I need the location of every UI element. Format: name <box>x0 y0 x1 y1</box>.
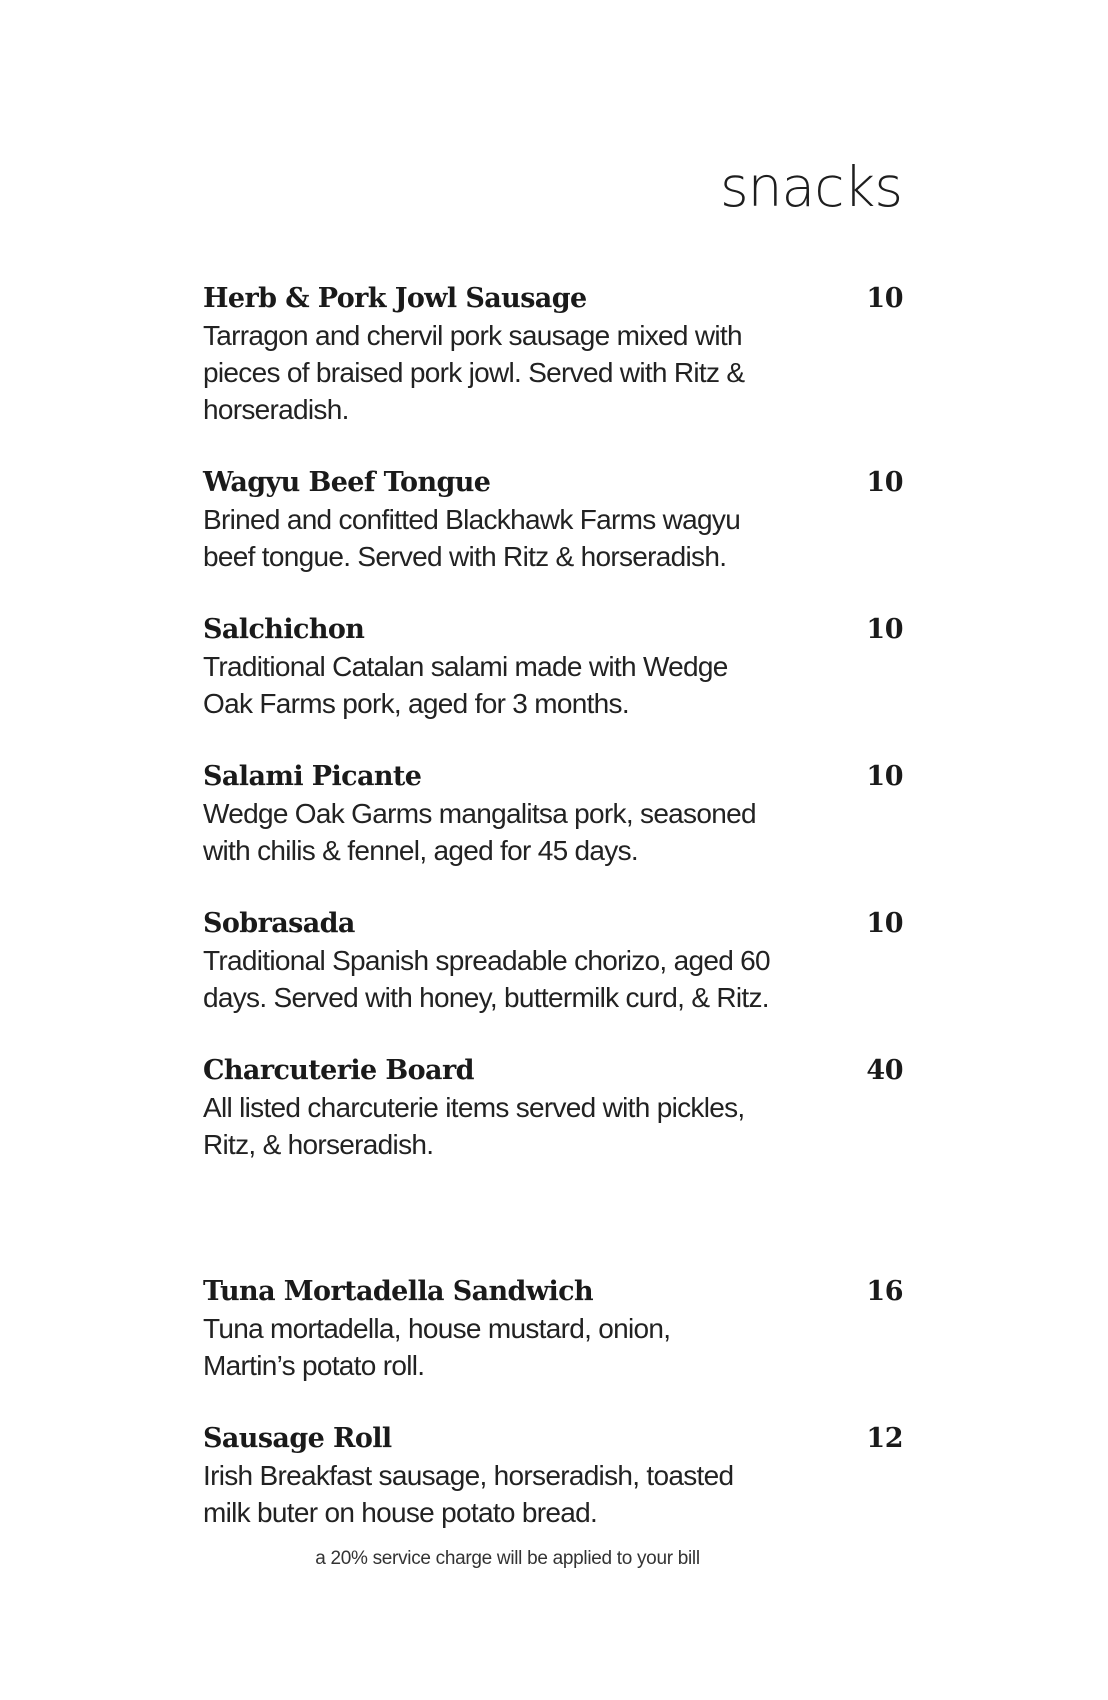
menu-item-name: Herb & Pork Jowl Sausage <box>203 283 587 314</box>
menu-item-price: 10 <box>866 467 903 498</box>
menu-item-sausage-roll <box>203 1420 903 1531</box>
menu-item-description: Traditional Catalan salami made with Wedge Oak Farms pork, aged for 3 months. <box>203 651 728 719</box>
menu-item-herb-pork-jowl-sausage <box>203 280 903 428</box>
menu-item-sobrasada <box>203 905 903 1016</box>
menu-item-header <box>203 611 903 648</box>
service-charge-note: a 20% service charge will be applied to your bill <box>315 1548 700 1569</box>
menu-item-header <box>203 758 903 795</box>
menu-item-description: Wedge Oak Garms mangalitsa pork, seasoned with chilis & fennel, aged for 45 days. <box>203 798 756 866</box>
menu-item-wagyu-beef-tongue <box>203 464 903 575</box>
menu-item-price: 10 <box>866 614 903 645</box>
menu-item-name: Salami Picante <box>203 761 422 792</box>
menu-item-header <box>203 464 903 501</box>
menu-item-name: Wagyu Beef Tongue <box>203 467 491 498</box>
menu-item-description: Tuna mortadella, house mustard, onion, Martin’s potato roll. <box>203 1313 671 1381</box>
menu-item-header <box>203 1052 903 1089</box>
menu-item-price: 10 <box>866 761 903 792</box>
menu-item-description: Brined and confitted Blackhawk Farms wagyu beef tongue. Served with Ritz & horseradish. <box>203 504 741 572</box>
menu-item-price: 40 <box>866 1055 903 1086</box>
menu-title: snacks <box>720 155 902 219</box>
menu-item-price: 10 <box>866 283 903 314</box>
menu-item-name: Salchichon <box>203 614 365 645</box>
menu-item-tuna-mortadella-sandwich <box>203 1273 903 1384</box>
menu-item-name: Sobrasada <box>203 908 355 939</box>
menu-item-salami-picante <box>203 758 903 869</box>
menu-item-header <box>203 1420 903 1457</box>
menu-item-header <box>203 280 903 317</box>
menu-item-name: Sausage Roll <box>203 1423 392 1454</box>
menu-item-price: 10 <box>866 908 903 939</box>
menu-item-name: Tuna Mortadella Sandwich <box>203 1276 593 1307</box>
menu-item-name: Charcuterie Board <box>203 1055 474 1086</box>
menu-item-price: 12 <box>866 1423 903 1454</box>
menu-item-description: Irish Breakfast sausage, horseradish, toasted milk buter on house potato bread. <box>203 1460 734 1528</box>
menu-item-header <box>203 1273 903 1310</box>
menu-item-description: All listed charcuterie items served with pickles, Ritz, & horseradish. <box>203 1092 745 1160</box>
menu-item-header <box>203 905 903 942</box>
menu-item-salchichon <box>203 611 903 722</box>
menu-item-description: Traditional Spanish spreadable chorizo, aged 60 days. Served with honey, buttermilk curd, & Ritz. <box>203 945 770 1013</box>
menu-item-price: 16 <box>866 1276 903 1307</box>
menu-item-description: Tarragon and chervil pork sausage mixed with pieces of braised pork jowl. Served with Ritz & horseradish. <box>203 320 745 425</box>
menu-item-charcuterie-board <box>203 1052 903 1163</box>
